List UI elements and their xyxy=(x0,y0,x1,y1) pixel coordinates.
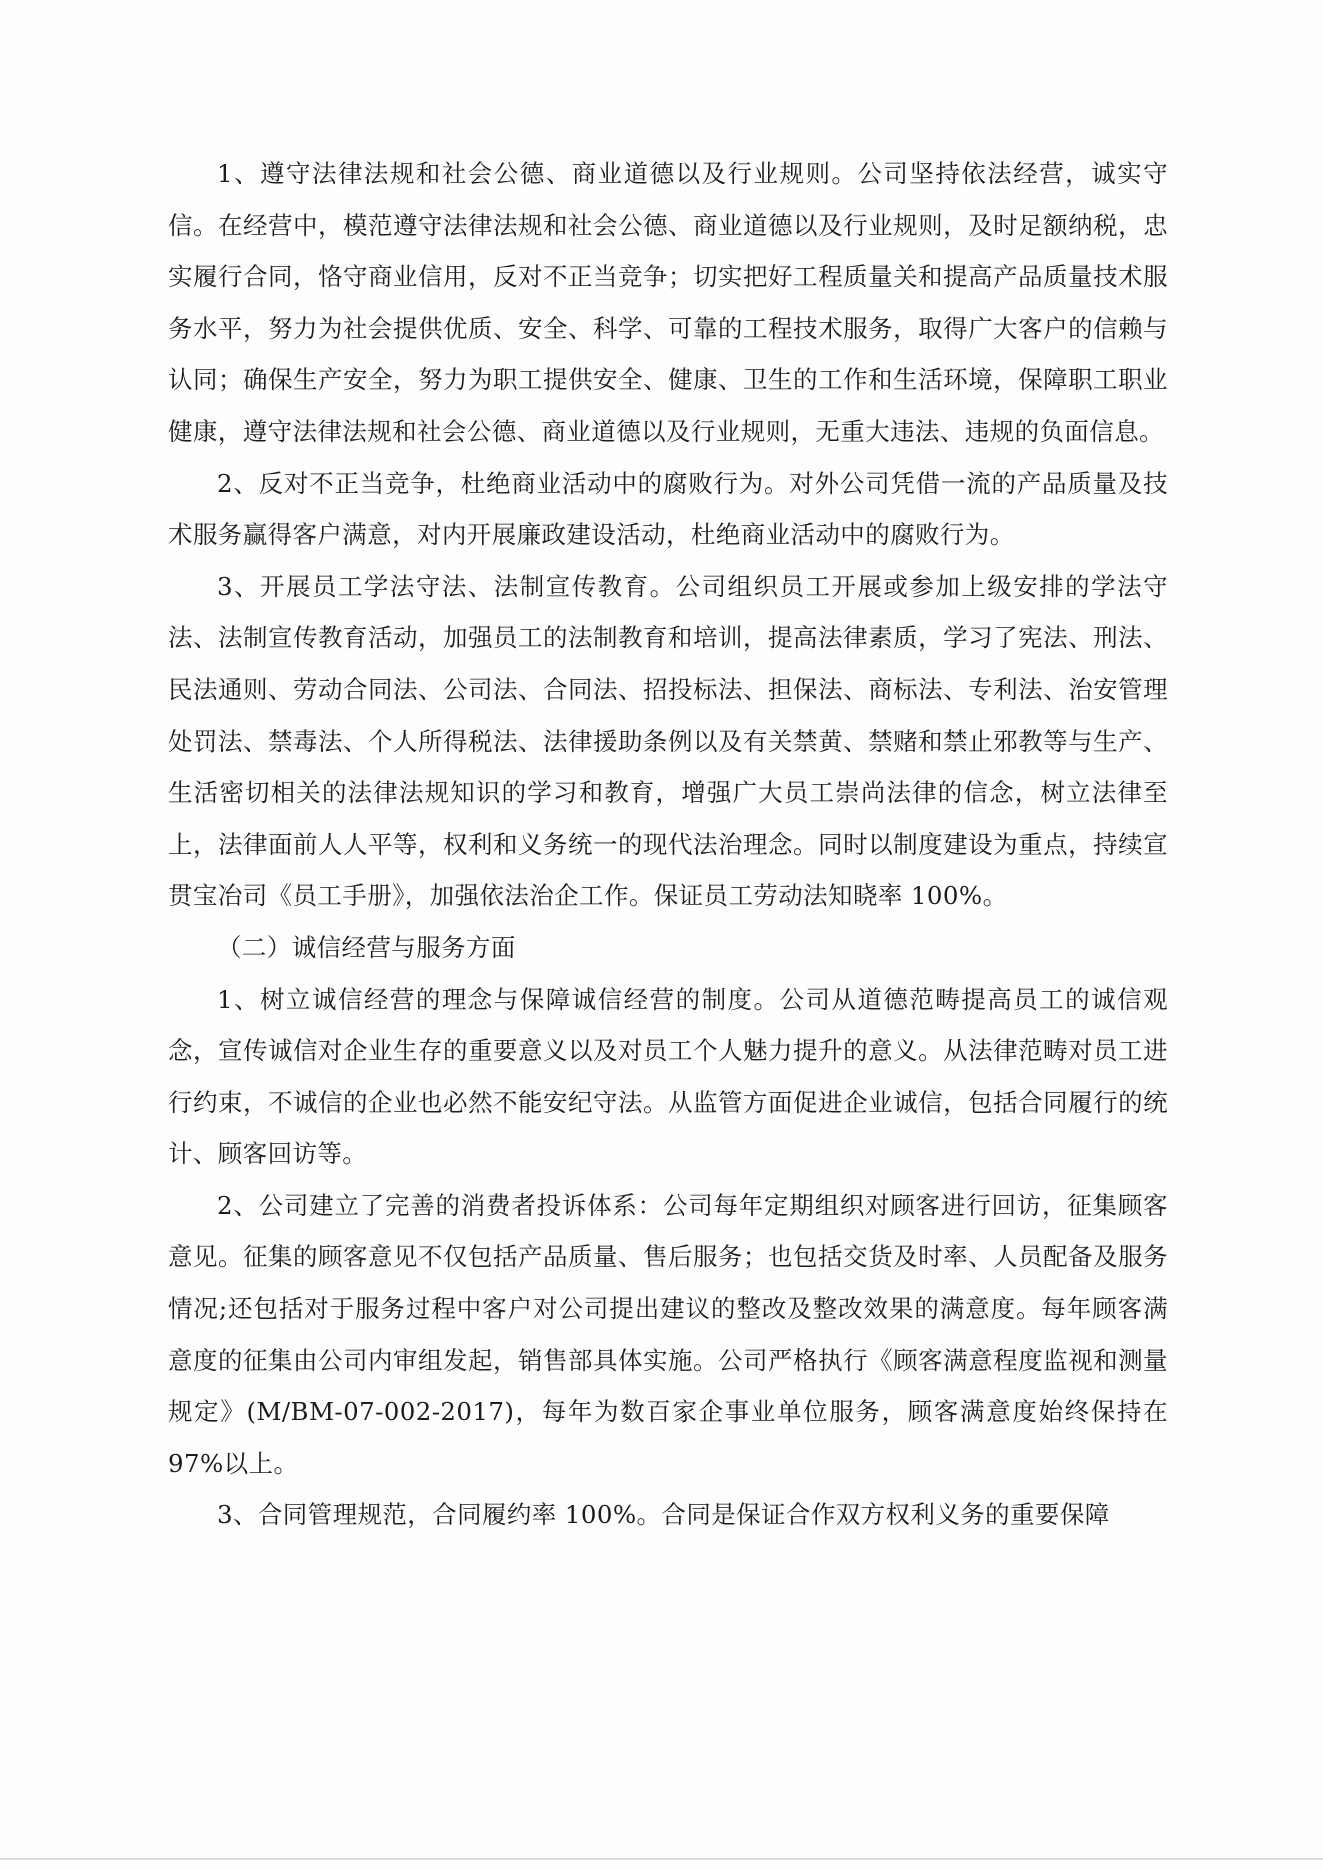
paragraph-legal-compliance: 1、遵守法律法规和社会公德、商业道德以及行业规则。公司坚持依法经营，诚实守信。在经营中，模范遵守法律法规和社会公德、商业道德以及行业规则，及时足额纳税，忠实履行合同，恪守商业信用，反对不正当竞争；切实把好工程质量关和提高产品质量技术服务水平，努力为社会提供优质、安全、科学、可靠的工程技术服务，取得广大客户的信赖与认同；确保生产安全，努力为职工提供安全、健康、卫生的工作和生活环境，保障职工职业健康，遵守法律法规和社会公德、商业道德以及行业规则，无重大违法、违规的负面信息。 xyxy=(168,159,1168,446)
paragraph-complaint-system: 2、公司建立了完善的消费者投诉体系：公司每年定期组织对顾客进行回访，征集顾客意见。征集的顾客意见不仅包括产品质量、售后服务；也包括交货及时率、人员配备及服务情况;还包括对于服务过程中客户对公司提出建议的整改及整改效果的满意度。每年顾客满意度的征集由公司内审组发起，销售部具体实施。公司严格执行《顾客满意程度监视和测量规定》(M/BM-07-002-2017)，每年为数百家企事业单位服务，顾客满意度始终保持在 97%以上。 xyxy=(168,1190,1168,1478)
document-body xyxy=(168,148,1168,1541)
paragraph-anti-corruption: 2、反对不正当竞争，杜绝商业活动中的腐败行为。对外公司凭借一流的产品质量及技术服务赢得客户满意，对内开展廉政建设活动，杜绝商业活动中的腐败行为。 xyxy=(168,468,1168,550)
section-heading-integrity-service: （二）诚信经营与服务方面 xyxy=(217,932,516,962)
paragraph-integrity-concept: 1、树立诚信经营的理念与保障诚信经营的制度。公司从道德范畴提高员工的诚信观念，宣传诚信对企业生存的重要意义以及对员工个人魅力提升的意义。从法律范畴对员工进行约束，不诚信的企业也必然不能安纪守法。从监管方面促进企业诚信，包括合同履行的统计、顾客回访等。 xyxy=(168,984,1168,1169)
paragraph-contract-management: 3、合同管理规范，合同履约率 100%。合同是保证合作双方权利义务的重要保障 xyxy=(217,1500,1110,1530)
page-bottom-edge xyxy=(0,1858,1323,1860)
paragraph-legal-education: 3、开展员工学法守法、法制宣传教育。公司组织员工开展或参加上级安排的学法守法、法制宣传教育活动，加强员工的法制教育和培训，提高法律素质，学习了宪法、刑法、民法通则、劳动合同法、公司法、合同法、招投标法、担保法、商标法、专利法、治安管理处罚法、禁毒法、个人所得税法、法律援助条例以及有关禁黄、禁赌和禁止邪教等与生产、生活密切相关的法律法规知识的学习和教育，增强广大员工崇尚法律的信念，树立法律至上，法律面前人人平等，权利和义务统一的现代法治理念。同时以制度建设为重点，持续宣贯宝冶司《员工手册》，加强依法治企工作。保证员工劳动法知晓率 100%。 xyxy=(168,571,1168,911)
